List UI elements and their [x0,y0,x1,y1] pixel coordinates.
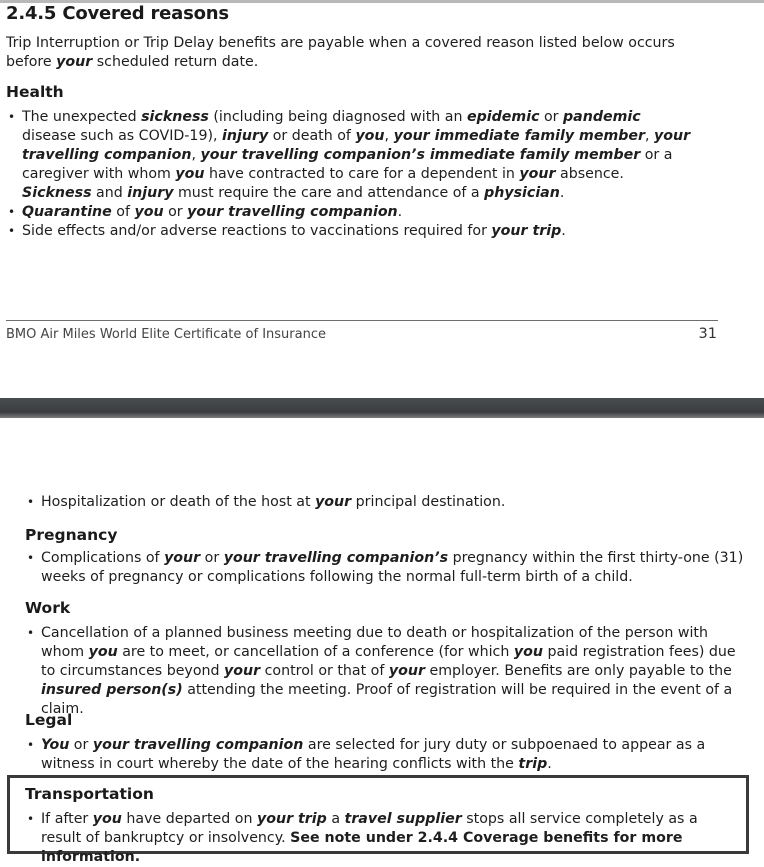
legal-heading: Legal [25,711,73,729]
defined-term: you [175,166,205,182]
defined-term: you [88,644,118,660]
defined-term: your [164,550,201,566]
bold-note: See note under 2.4.4 Coverage benefits for more information. [41,830,683,865]
intro-paragraph: Trip Interruption or Trip Delay benefits are payable when a covered reason listed below occurs before your scheduled return date. [6,35,675,70]
health-heading: Health [6,83,64,101]
defined-term: your trip [491,223,562,239]
health-list-item: • The unexpected sickness (including being diagnosed with an epidemic or pandemic disease such as COVID-19), injury or death of you, your immediate family member, your travelling companion, your travelling companion’s immediate family member or a caregiver with whom you have contracted to care for a dependent in your absence. Sickness and injury must require the care and attendance of a physician. [6,108,696,203]
document-page-31 [0,0,764,398]
page-number: 31 [698,326,717,342]
pregnancy-list [25,549,745,587]
health-list-item: • Side effects and/or adverse reactions to vaccinations required for your trip. [6,222,696,241]
defined-term: injury [127,185,174,201]
defined-term: you [513,644,543,660]
legal-list [25,736,737,774]
footer-text: BMO Air Miles World Elite Certificate of Insurance [6,327,326,342]
defined-term: pandemic [563,109,641,125]
health-list [6,108,696,241]
defined-term: sickness [141,109,209,125]
pregnancy-list-item: • Complications of your or your travelling companion’s pregnancy within the first thirty-one (31) weeks of pregnancy or complications following the normal full-term birth of a child. [25,549,745,587]
defined-term: you [134,204,164,220]
defined-term: Quarantine [22,204,112,220]
defined-term: physician [484,185,560,201]
defined-term: you [355,128,385,144]
defined-term: your travelling companion’s immediate family member [200,147,641,163]
defined-term: your [56,54,93,70]
defined-term: insured person(s) [41,682,183,698]
defined-term: your [224,663,261,679]
defined-term: travel supplier [344,811,462,827]
work-list-item: • Cancellation of a planned business meeting due to death or hospitalization of the person with whom you are to meet, or cancellation of a conference (for which you paid registration fees) due to circumstances beyond your control or that of your employer. Benefits are only payable to the insured person(s) attending the meeting. Proof of registration will be required in the event of a claim. [25,624,737,719]
transportation-heading: Transportation [25,785,154,803]
defined-term: your trip [256,811,327,827]
footer-rule [6,320,718,321]
transportation-list [25,810,725,867]
defined-term: Sickness [22,185,92,201]
work-list [25,624,737,719]
defined-term: your travelling companion [22,128,691,163]
host-list-item: • Hospitalization or death of the host at your principal destination. [25,493,745,512]
pregnancy-heading: Pregnancy [25,526,118,544]
legal-list-item: • You or your travelling companion are selected for jury duty or subpoenaed to appear as a witness in court whereby the date of the hearing conflicts with the trip. [25,736,737,774]
defined-term: your [315,494,352,510]
defined-term: your travelling companion [187,204,398,220]
host-list [25,493,745,512]
defined-term: your travelling companion [92,737,304,753]
defined-term: your travelling companion’s [223,550,449,566]
page-separator [0,398,764,418]
defined-term: your [388,663,425,679]
defined-term: epidemic [467,109,540,125]
defined-term: you [92,811,122,827]
defined-term: trip [518,756,548,772]
section-title: 2.4.5 Covered reasons [6,3,229,24]
defined-term: your immediate family member [393,128,646,144]
transportation-list-item: • If after you have departed on your trip a travel supplier stops all service completely as a result of bankruptcy or insolvency. See note under 2.4.4 Coverage benefits for more information. [25,810,725,867]
work-heading: Work [25,599,71,617]
defined-term: injury [222,128,269,144]
defined-term: You [41,737,70,753]
health-list-item: • Quarantine of you or your travelling companion. [6,203,696,222]
defined-term: your [519,166,556,182]
